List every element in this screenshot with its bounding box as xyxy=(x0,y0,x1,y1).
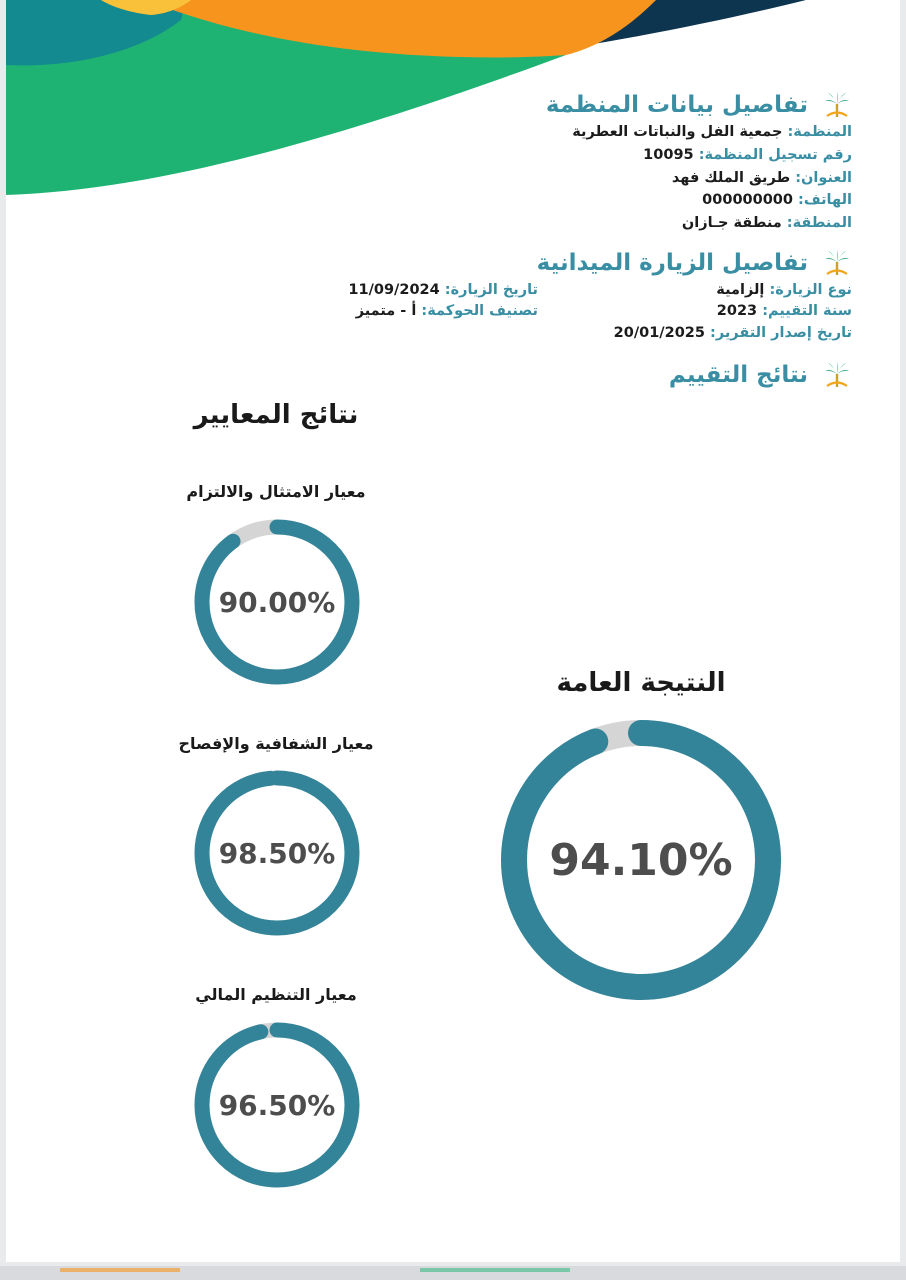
field-value: إلزامية xyxy=(716,282,765,298)
field-label: تاريخ إصدار التقرير: xyxy=(710,325,852,341)
results-title-text: نتائج التقييم xyxy=(668,362,808,388)
gauge-percent: 96.50% xyxy=(218,1088,336,1122)
field-label: العنوان: xyxy=(795,170,852,186)
compliance-gauge xyxy=(192,517,362,687)
results-title xyxy=(669,360,852,390)
next-page-green-stripe xyxy=(420,1268,570,1272)
field-label: الهاتف: xyxy=(798,192,852,208)
financial-gauge xyxy=(192,1020,362,1190)
transparency-gauge xyxy=(192,768,362,938)
field-label: المنظمة: xyxy=(787,124,852,140)
visit-type-field xyxy=(716,282,852,298)
field-label: تصنيف الحوكمة: xyxy=(421,303,538,319)
field-value: 11/09/2024 xyxy=(348,282,440,298)
visit-details-title xyxy=(537,248,852,278)
org-name-field xyxy=(572,124,852,140)
field-value: 10095 xyxy=(643,147,694,163)
field-value: جمعية الفل والنباتات العطرية xyxy=(572,124,783,140)
org-region-field xyxy=(682,215,852,231)
palm-swords-icon xyxy=(822,360,852,390)
field-value: 20/01/2025 xyxy=(613,325,705,341)
criteria-heading: نتائج المعايير xyxy=(193,400,359,430)
overall-gauge xyxy=(500,719,782,1001)
org-details-title xyxy=(546,90,852,120)
next-page-orange-stripe xyxy=(60,1268,180,1272)
governance-rating-field xyxy=(356,303,538,319)
visit-date-field xyxy=(348,282,538,298)
field-value: 000000000 xyxy=(702,192,793,208)
gauge-percent: 90.00% xyxy=(218,585,336,619)
palm-swords-icon xyxy=(822,90,852,120)
field-label: تاريخ الزيارة: xyxy=(444,282,538,298)
report-page xyxy=(6,0,900,1262)
org-phone-field xyxy=(702,192,852,208)
field-value: أ - متميز xyxy=(355,303,417,319)
org-registration-field xyxy=(643,147,852,163)
criterion-label-compliance: معيار الامتثال والالتزام xyxy=(186,482,366,501)
field-label: نوع الزيارة: xyxy=(769,282,852,298)
field-label: رقم تسجيل المنظمة: xyxy=(698,147,852,163)
org-details-title-text: تفاصيل بيانات المنظمة xyxy=(545,92,808,118)
next-page-edge xyxy=(0,1266,906,1280)
criterion-label-transparency: معيار الشفافية والإفصاح xyxy=(178,734,374,753)
visit-details-title-text: تفاصيل الزيارة الميدانية xyxy=(536,250,808,276)
gauge-percent: 98.50% xyxy=(218,836,336,870)
report-date-field xyxy=(614,325,852,341)
field-label: المنطقة: xyxy=(786,215,852,231)
criterion-label-financial: معيار التنظيم المالي xyxy=(195,985,357,1004)
org-address-field xyxy=(672,170,852,186)
field-value: 2023 xyxy=(716,303,758,319)
field-value: طريق الملك فهد xyxy=(671,170,791,186)
evaluation-year-field xyxy=(717,303,852,319)
field-label: سنة التقييم: xyxy=(762,303,852,319)
palm-swords-icon xyxy=(822,248,852,278)
gauge-percent: 94.10% xyxy=(549,834,733,886)
field-value: منطقة جـازان xyxy=(681,215,782,231)
overall-heading: النتيجة العامة xyxy=(556,668,726,698)
